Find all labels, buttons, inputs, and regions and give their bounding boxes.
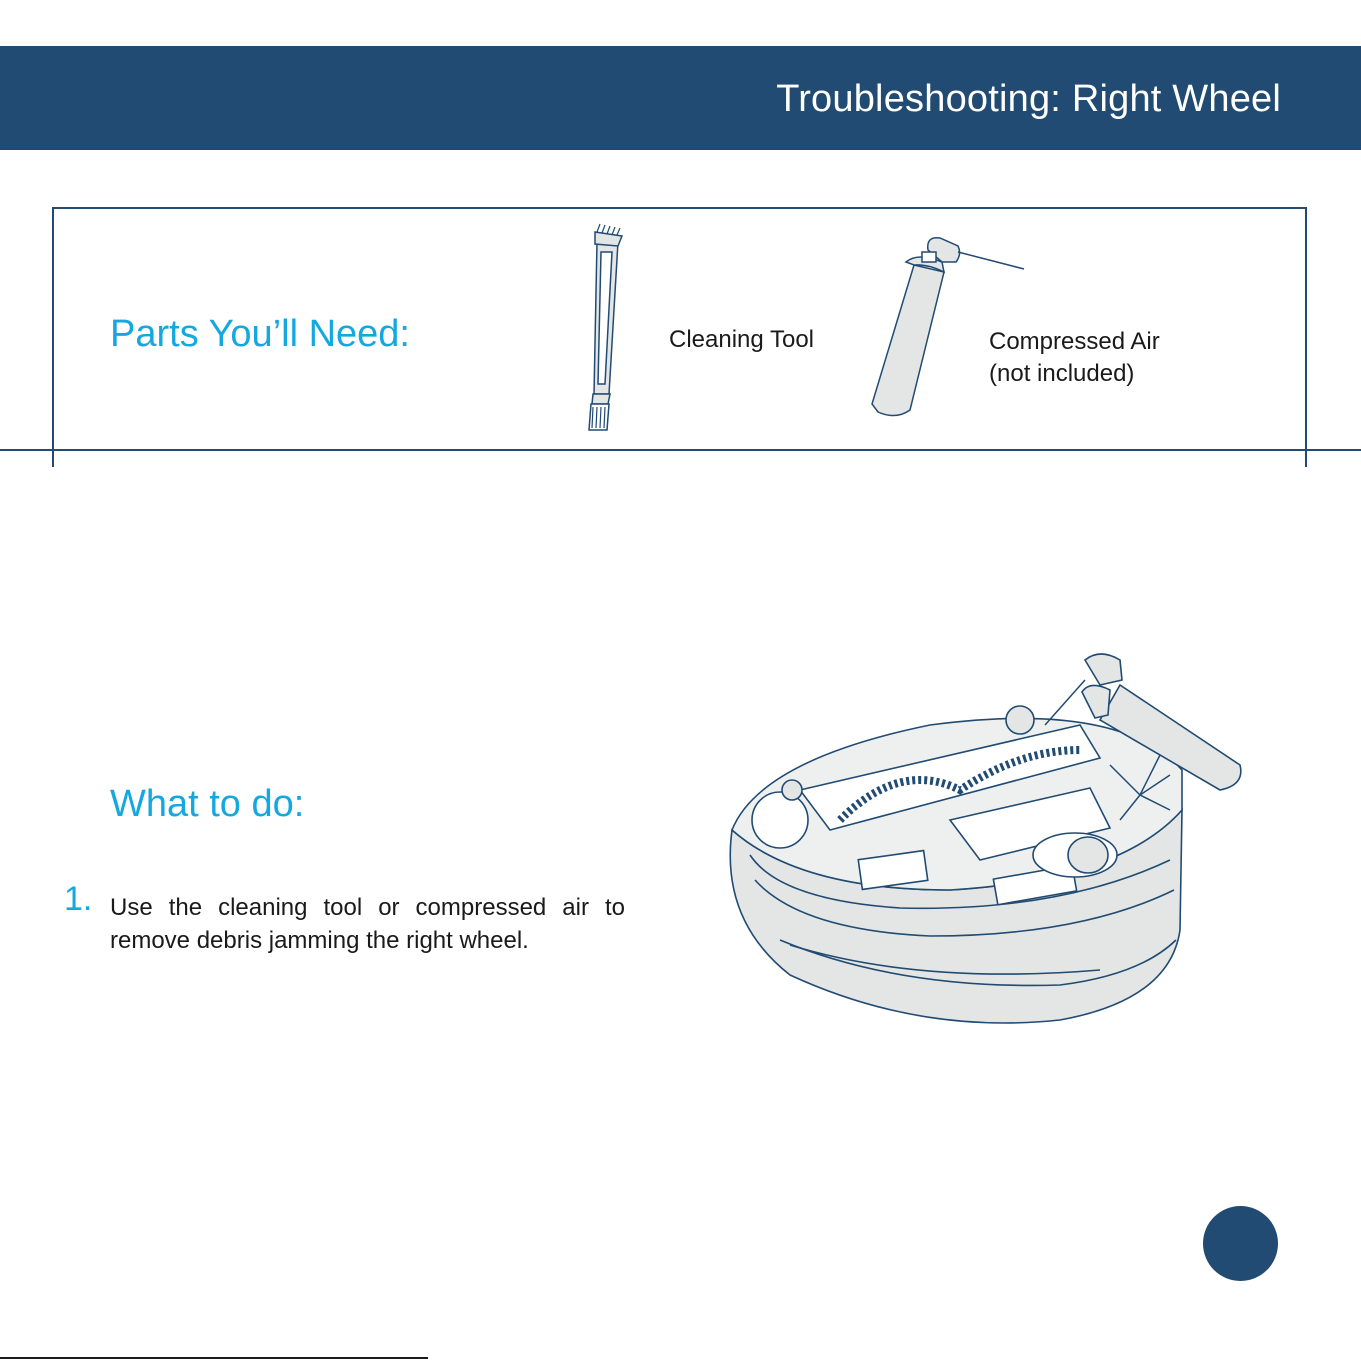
- footer-rule: [0, 1357, 428, 1359]
- compressed-air-name: Compressed Air: [989, 328, 1160, 355]
- cleaning-brush-icon: [570, 222, 630, 437]
- robot-vacuum-illustration: [700, 640, 1260, 1040]
- what-to-do-title: What to do:: [110, 783, 305, 825]
- compressed-air-label: [989, 326, 1160, 390]
- page-number-badge: [1203, 1206, 1278, 1281]
- parts-title: Parts You’ll Need:: [110, 313, 410, 355]
- step-number: 1.: [64, 880, 93, 918]
- step-text: Use the cleaning tool or compressed air to remove debris jamming the right wheel.: [110, 894, 625, 954]
- header-band: [0, 46, 1361, 150]
- parts-divider: [0, 449, 1361, 451]
- cleaning-tool-label: Cleaning Tool: [669, 326, 814, 353]
- page-title: Troubleshooting: Right Wheel: [776, 78, 1281, 120]
- not-included-note: (not included): [989, 360, 1135, 387]
